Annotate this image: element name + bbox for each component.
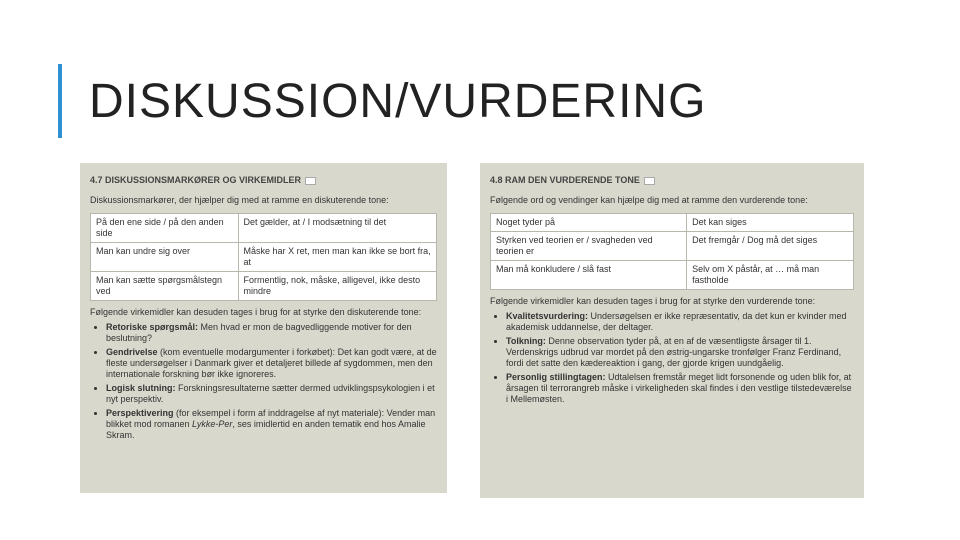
markers-table [90,213,437,301]
panel-intro: Diskussionsmarkører, der hjælper dig med at ramme en diskuterende tone: [90,195,389,205]
table-cell: Styrken ved teorien er / svagheden ved teorien er [491,232,687,261]
title-accent-bar [58,64,62,138]
table-cell: Man kan undre sig over [91,243,239,272]
panel-heading: 4.8 RAM DEN VURDERENDE TONE [490,175,854,185]
list-item: • Logisk slutning: Forskningsresultaterne sætter dermed udviklingspsykologien i et nyt perspektiv. [106,383,437,405]
document-icon [305,177,316,185]
table-cell: Det fremgår / Dog må det siges [687,232,854,261]
slide-title: DISKUSSION/VURDERING [89,75,707,128]
panel-after-text: Følgende virkemidler kan desuden tages i brug for at styrke den vurderende tone: [490,296,816,306]
panel-intro: Følgende ord og vendinger kan hjælpe dig med at ramme den vurderende tone: [490,195,808,205]
list-item: • Perspektivering (for eksempel i form af inddragelse af nyt materiale): Vender man blikket mod romanen Lykke-Per, ses imidlertid en anden tematik end hos Amalie Skram. [106,408,437,441]
table-row [91,214,437,243]
table-cell: Man må konkludere / slå fast [491,261,687,290]
table-cell: Formentlig, nok, måske, alligevel, ikke desto mindre [238,272,436,301]
table-cell: Man kan sætte spørgsmålstegn ved [91,272,239,301]
phrases-table [490,213,854,290]
table-row [91,272,437,301]
list-item: • Tolkning: Denne observation tyder på, at en af de væsentligste årsager til 1. Verdenskrigs udbrud var mordet på den østrig-ungarske tronfølger Franz Ferdinand, fordi det satte den kædereaktion i gang, der gjorde krigen uundgåelig. [506,336,854,369]
panel-after-text: Følgende virkemidler kan desuden tages i brug for at styrke den diskuterende tone: [90,307,422,317]
table-row [91,243,437,272]
table-row [491,214,854,232]
list-item: • Gendrivelse (kom eventuelle modargumenter i forkøbet): Det kan godt være, at de fleste undersøgelser i Danmark giver et detaljeret billede af sygdommen, men den internationale forskning bør ikke ignoreres. [106,347,437,380]
table-cell: Det kan siges [687,214,854,232]
table-row [491,232,854,261]
table-cell: Måske har X ret, men man kan ikke se bort fra, at [238,243,436,272]
evaluative-tone-panel [480,163,864,498]
table-cell: På den ene side / på den anden side [91,214,239,243]
list-item: • Personlig stillingtagen: Udtalelsen fremstår meget lidt forsonende og uden blik for, at årsagen til terrorangreb måske i virkeligheden skal findes i den vestlige tilstedeværelse i Mellemøsten. [506,372,854,405]
table-cell: Selv om X påstår, at … må man fastholde [687,261,854,290]
list-item: • Kvalitetsvurdering: Undersøgelsen er ikke repræsentativ, da det kun er kvinder med akademisk uddannelse, der deltager. [506,311,854,333]
panel-heading: 4.7 DISKUSSIONSMARKØRER OG VIRKEMIDLER [90,175,437,185]
list-item: • Retoriske spørgsmål: Men hvad er mon de bagvedliggende motiver for den beslutning? [106,322,437,344]
table-row [491,261,854,290]
table-cell: Noget tyder på [491,214,687,232]
devices-list [490,311,854,405]
devices-list [90,322,437,441]
table-cell: Det gælder, at / I modsætning til det [238,214,436,243]
document-icon [644,177,655,185]
discussion-markers-panel [80,163,447,493]
